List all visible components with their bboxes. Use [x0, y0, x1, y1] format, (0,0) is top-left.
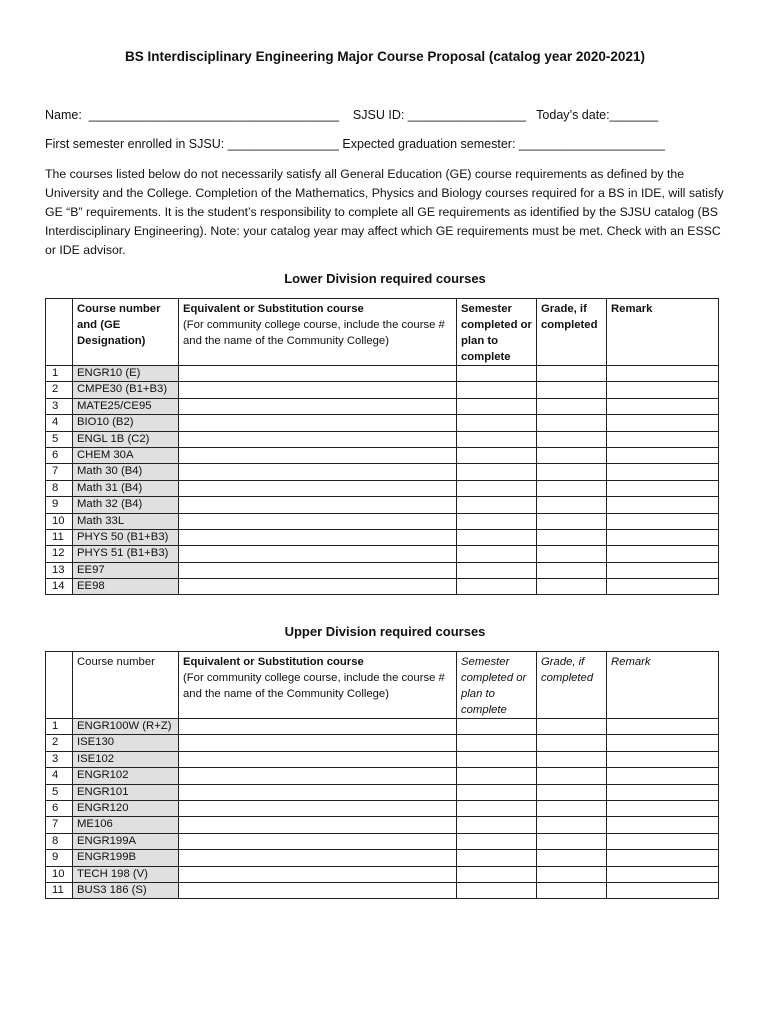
equivalent-cell[interactable] — [179, 833, 457, 849]
equivalent-cell[interactable] — [179, 579, 457, 595]
grade-cell[interactable] — [537, 866, 607, 882]
table-row — [46, 497, 719, 513]
semester-cell[interactable] — [457, 398, 537, 414]
equivalent-cell[interactable] — [179, 382, 457, 398]
semester-cell[interactable] — [457, 447, 537, 463]
remark-cell[interactable] — [607, 366, 719, 382]
equivalent-cell[interactable] — [179, 398, 457, 414]
remark-cell[interactable] — [607, 719, 719, 735]
row-number: 1 — [46, 719, 73, 735]
grade-cell[interactable] — [537, 562, 607, 578]
semester-cell[interactable] — [457, 497, 537, 513]
table-row — [46, 719, 719, 735]
equivalent-header-note: (For community college course, include the course # and the name of the Community College) — [183, 672, 445, 700]
semester-cell[interactable] — [457, 431, 537, 447]
semester-cell[interactable] — [457, 866, 537, 882]
course-cell: ENGR120 — [73, 800, 179, 816]
table-row — [46, 513, 719, 529]
row-number: 11 — [46, 529, 73, 545]
course-header: Course number and (GE Designation) — [73, 299, 179, 366]
row-number: 5 — [46, 431, 73, 447]
row-number: 1 — [46, 366, 73, 382]
row-number: 10 — [46, 513, 73, 529]
equivalent-cell[interactable] — [179, 480, 457, 496]
remark-cell[interactable] — [607, 497, 719, 513]
equivalent-cell[interactable] — [179, 562, 457, 578]
remark-cell[interactable] — [607, 480, 719, 496]
semester-cell[interactable] — [457, 382, 537, 398]
upper-division-table — [45, 651, 719, 899]
grade-cell[interactable] — [537, 882, 607, 898]
row-number: 3 — [46, 398, 73, 414]
row-number: 3 — [46, 751, 73, 767]
semester-cell[interactable] — [457, 579, 537, 595]
equivalent-cell[interactable] — [179, 447, 457, 463]
remark-cell[interactable] — [607, 431, 719, 447]
table-row — [46, 546, 719, 562]
course-cell: ENGR199B — [73, 850, 179, 866]
remark-cell[interactable] — [607, 800, 719, 816]
equivalent-header-note: (For community college course, include the course # and the name of the Community College) — [183, 319, 445, 347]
semester-header: Semester completed or plan to complete — [457, 652, 537, 719]
grade-cell[interactable] — [537, 464, 607, 480]
grade-cell[interactable] — [537, 431, 607, 447]
semester-cell[interactable] — [457, 833, 537, 849]
grade-cell[interactable] — [537, 497, 607, 513]
equivalent-cell[interactable] — [179, 866, 457, 882]
semester-cell[interactable] — [457, 800, 537, 816]
remark-cell[interactable] — [607, 513, 719, 529]
course-cell: TECH 198 (V) — [73, 866, 179, 882]
row-number: 7 — [46, 464, 73, 480]
remark-cell[interactable] — [607, 735, 719, 751]
lower-division-heading: Lower Division required courses — [284, 271, 486, 286]
grade-cell[interactable] — [537, 447, 607, 463]
course-cell: EE97 — [73, 562, 179, 578]
course-cell: Math 32 (B4) — [73, 497, 179, 513]
table-row — [46, 882, 719, 898]
grade-cell[interactable] — [537, 480, 607, 496]
semester-cell[interactable] — [457, 415, 537, 431]
grade-header: Grade, if completed — [537, 652, 607, 719]
course-cell: ME106 — [73, 817, 179, 833]
grade-cell[interactable] — [537, 800, 607, 816]
semester-cell[interactable] — [457, 751, 537, 767]
table-row — [46, 784, 719, 800]
course-cell: BUS3 186 (S) — [73, 882, 179, 898]
equivalent-header — [179, 652, 457, 719]
course-cell: MATE25/CE95 — [73, 398, 179, 414]
remark-cell[interactable] — [607, 882, 719, 898]
grade-cell[interactable] — [537, 513, 607, 529]
row-number: 4 — [46, 415, 73, 431]
equivalent-cell[interactable] — [179, 546, 457, 562]
semester-cell[interactable] — [457, 719, 537, 735]
table-row — [46, 579, 719, 595]
equivalent-cell[interactable] — [179, 751, 457, 767]
course-cell: ISE130 — [73, 735, 179, 751]
row-number: 6 — [46, 447, 73, 463]
row-number: 13 — [46, 562, 73, 578]
row-number: 10 — [46, 866, 73, 882]
table-row — [46, 366, 719, 382]
grade-cell[interactable] — [537, 719, 607, 735]
row-number: 9 — [46, 850, 73, 866]
course-cell: PHYS 51 (B1+B3) — [73, 546, 179, 562]
course-cell: ENGR199A — [73, 833, 179, 849]
grade-cell[interactable] — [537, 366, 607, 382]
grade-cell[interactable] — [537, 382, 607, 398]
table-row — [46, 415, 719, 431]
semester-cell[interactable] — [457, 882, 537, 898]
remark-cell[interactable] — [607, 579, 719, 595]
course-cell: Math 33L — [73, 513, 179, 529]
course-cell: Math 31 (B4) — [73, 480, 179, 496]
lower-table-body — [46, 366, 719, 595]
equivalent-header — [179, 299, 457, 366]
semester-cell[interactable] — [457, 546, 537, 562]
semester-cell[interactable] — [457, 480, 537, 496]
grade-cell[interactable] — [537, 579, 607, 595]
num-header — [46, 652, 73, 719]
equivalent-cell[interactable] — [179, 850, 457, 866]
table-row — [46, 398, 719, 414]
table-row — [46, 529, 719, 545]
semester-cell[interactable] — [457, 850, 537, 866]
equivalent-cell[interactable] — [179, 513, 457, 529]
equivalent-cell[interactable] — [179, 464, 457, 480]
remark-cell[interactable] — [607, 817, 719, 833]
grade-cell[interactable] — [537, 735, 607, 751]
grade-cell[interactable] — [537, 546, 607, 562]
equivalent-header-title: Equivalent or Substitution course — [183, 303, 364, 315]
course-cell: ENGR100W (R+Z) — [73, 719, 179, 735]
grade-cell[interactable] — [537, 751, 607, 767]
course-cell: PHYS 50 (B1+B3) — [73, 529, 179, 545]
grade-cell[interactable] — [537, 850, 607, 866]
row-number: 8 — [46, 480, 73, 496]
row-number: 14 — [46, 579, 73, 595]
grade-cell[interactable] — [537, 817, 607, 833]
equivalent-cell[interactable] — [179, 882, 457, 898]
equivalent-cell[interactable] — [179, 768, 457, 784]
row-number: 9 — [46, 497, 73, 513]
name-id-date-line[interactable]: Name: ____________________________________ SJSU ID: _________________ Today’s date:_______ — [45, 108, 659, 122]
course-cell: ENGR102 — [73, 768, 179, 784]
remark-header: Remark — [607, 299, 719, 366]
table-row — [46, 850, 719, 866]
semester-cell[interactable] — [457, 562, 537, 578]
semester-cell[interactable] — [457, 768, 537, 784]
row-number: 7 — [46, 817, 73, 833]
course-cell: CMPE30 (B1+B3) — [73, 382, 179, 398]
table-row — [46, 562, 719, 578]
equivalent-cell[interactable] — [179, 415, 457, 431]
row-number: 11 — [46, 882, 73, 898]
table-row — [46, 817, 719, 833]
semester-cell[interactable] — [457, 529, 537, 545]
remark-cell[interactable] — [607, 784, 719, 800]
equivalent-cell[interactable] — [179, 784, 457, 800]
semester-cell[interactable] — [457, 784, 537, 800]
table-row — [46, 382, 719, 398]
grade-cell[interactable] — [537, 833, 607, 849]
table-row — [46, 480, 719, 496]
grade-header: Grade, if completed — [537, 299, 607, 366]
table-row — [46, 833, 719, 849]
table-row — [46, 866, 719, 882]
remark-cell[interactable] — [607, 850, 719, 866]
course-cell: ISE102 — [73, 751, 179, 767]
remark-cell[interactable] — [607, 833, 719, 849]
remark-cell[interactable] — [607, 562, 719, 578]
remark-cell[interactable] — [607, 447, 719, 463]
row-number: 2 — [46, 382, 73, 398]
remark-cell[interactable] — [607, 529, 719, 545]
equivalent-cell[interactable] — [179, 800, 457, 816]
semester-cell[interactable] — [457, 366, 537, 382]
lower-division-table — [45, 298, 719, 595]
table-row — [46, 447, 719, 463]
semester-cell[interactable] — [457, 817, 537, 833]
row-number: 8 — [46, 833, 73, 849]
equivalent-cell[interactable] — [179, 719, 457, 735]
table-row — [46, 768, 719, 784]
course-cell: ENGL 1B (C2) — [73, 431, 179, 447]
equivalent-header-title: Equivalent or Substitution course — [183, 656, 364, 668]
semester-line[interactable]: First semester enrolled in SJSU: ________________ Expected graduation semester: _____________________ — [45, 137, 665, 151]
row-number: 6 — [46, 800, 73, 816]
semester-cell[interactable] — [457, 464, 537, 480]
grade-cell[interactable] — [537, 784, 607, 800]
remark-header: Remark — [607, 652, 719, 719]
grade-cell[interactable] — [537, 768, 607, 784]
remark-cell[interactable] — [607, 768, 719, 784]
table-row — [46, 800, 719, 816]
num-header — [46, 299, 73, 366]
remark-cell[interactable] — [607, 866, 719, 882]
remark-cell[interactable] — [607, 464, 719, 480]
table-row — [46, 431, 719, 447]
semester-header: Semester completed or plan to complete — [457, 299, 537, 366]
equivalent-cell[interactable] — [179, 497, 457, 513]
equivalent-cell[interactable] — [179, 529, 457, 545]
table-row — [46, 735, 719, 751]
table-row — [46, 751, 719, 767]
course-cell: ENGR101 — [73, 784, 179, 800]
equivalent-cell[interactable] — [179, 431, 457, 447]
grade-cell[interactable] — [537, 415, 607, 431]
grade-cell[interactable] — [537, 529, 607, 545]
grade-cell[interactable] — [537, 398, 607, 414]
course-cell: CHEM 30A — [73, 447, 179, 463]
document-title: BS Interdisciplinary Engineering Major Course Proposal (catalog year 2020-2021) — [125, 49, 645, 64]
intro-paragraph: The courses listed below do not necessarily satisfy all General Education (GE) course requirements as defined by the University and the College. Completion of the Mathematics, Physics and Biology courses required for a BS in IDE, will satisfy GE “B” requirements. It is the student’s responsibility to complete all GE requirements as identified by the SJSU catalog (BS Interdisciplinary Engineering). Note: your catalog year may affect which GE requirements must be met. Check with an ESSC or IDE advisor. — [45, 167, 724, 257]
remark-cell[interactable] — [607, 382, 719, 398]
course-cell: ENGR10 (E) — [73, 366, 179, 382]
remark-cell[interactable] — [607, 751, 719, 767]
upper-division-heading: Upper Division required courses — [284, 624, 486, 639]
table-row — [46, 464, 719, 480]
row-number: 4 — [46, 768, 73, 784]
course-header: Course number — [73, 652, 179, 719]
row-number: 12 — [46, 546, 73, 562]
semester-cell[interactable] — [457, 735, 537, 751]
equivalent-cell[interactable] — [179, 366, 457, 382]
row-number: 5 — [46, 784, 73, 800]
course-cell: EE98 — [73, 579, 179, 595]
semester-cell[interactable] — [457, 513, 537, 529]
row-number: 2 — [46, 735, 73, 751]
remark-cell[interactable] — [607, 546, 719, 562]
course-cell: Math 30 (B4) — [73, 464, 179, 480]
equivalent-cell[interactable] — [179, 735, 457, 751]
course-cell: BIO10 (B2) — [73, 415, 179, 431]
remark-cell[interactable] — [607, 415, 719, 431]
equivalent-cell[interactable] — [179, 817, 457, 833]
remark-cell[interactable] — [607, 398, 719, 414]
upper-table-body — [46, 719, 719, 899]
